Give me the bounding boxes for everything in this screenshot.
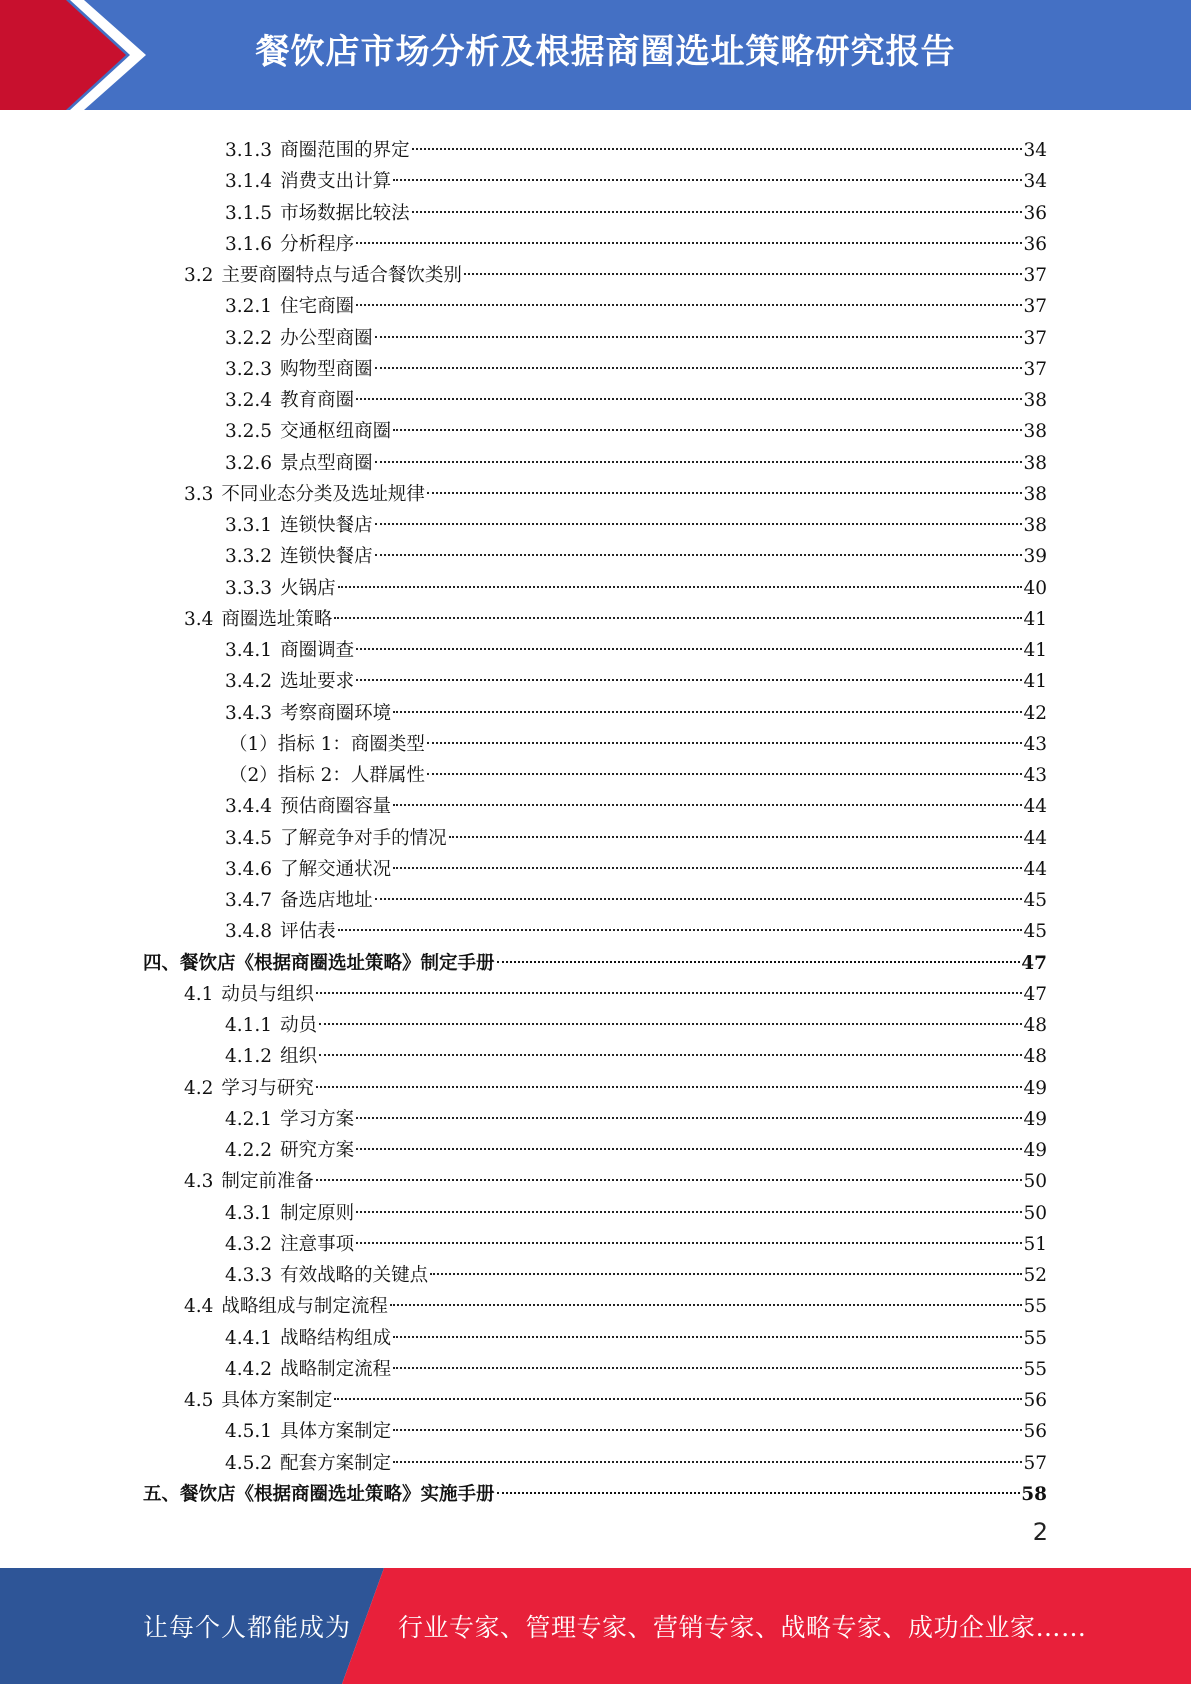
toc-dot-leader [393, 847, 1022, 875]
toc-dot-leader [356, 1191, 1022, 1219]
toc-entry-page: 49 [1023, 1108, 1047, 1130]
toc-dot-leader [356, 659, 1022, 687]
toc-entry-number: 3.2.5 [225, 421, 273, 443]
toc-entry[interactable] [184, 597, 1047, 630]
toc-entry-page: 45 [1023, 890, 1047, 911]
toc-dot-leader [356, 222, 1022, 250]
toc-dot-leader [356, 1222, 1022, 1250]
toc-dot-leader [319, 1003, 1022, 1031]
toc-entry[interactable] [225, 347, 1047, 380]
toc-entry-number: 3.1.4 [225, 171, 273, 193]
toc-dot-leader [393, 159, 1022, 187]
toc-entry[interactable] [225, 909, 1047, 943]
toc-entry[interactable] [225, 784, 1047, 818]
toc-dot-leader [393, 1441, 1022, 1469]
toc-entry-page: 41 [1023, 671, 1047, 693]
toc-entry-number: 3.4.2 [225, 671, 273, 693]
page-number: 2 [1032, 1518, 1048, 1546]
toc-dot-leader [427, 722, 1023, 750]
toc-entry[interactable] [225, 1253, 1047, 1286]
toc-entry-title: 商圈范围的界定 [280, 140, 410, 161]
toc-entry-title: 制定前准备 [221, 1171, 314, 1193]
toc-dot-leader [356, 628, 1022, 656]
toc-entry[interactable] [225, 222, 1047, 255]
toc-entry-title: 学习方案 [280, 1108, 355, 1130]
toc-entry-page: 44 [1023, 827, 1047, 849]
toc-entry-page: 36 [1023, 202, 1047, 224]
toc-entry[interactable] [225, 441, 1047, 474]
toc-entry-title: 办公型商圈 [280, 327, 373, 349]
toc-entry-number: 3.1.5 [225, 202, 273, 224]
toc-entry-title: 具体方案制定 [280, 1421, 392, 1443]
toc-dot-leader [393, 1347, 1022, 1375]
header-banner [0, 0, 1191, 110]
toc-entry-page: 58 [1021, 1483, 1047, 1505]
toc-entry-page: 38 [1023, 390, 1047, 411]
toc-entry[interactable] [225, 1347, 1047, 1380]
toc-entry-page: 56 [1023, 1390, 1047, 1411]
toc-dot-leader [319, 1034, 1022, 1062]
report-title: 餐饮店市场分析及根据商圈选址策略研究报告 [255, 32, 956, 72]
toc-entry-title: 组织 [280, 1046, 318, 1068]
toc-dot-leader [356, 284, 1022, 312]
toc-entry-page: 36 [1023, 233, 1047, 255]
toc-entry-page: 47 [1021, 952, 1047, 974]
toc-dot-leader [375, 441, 1023, 469]
toc-dot-leader [412, 128, 1023, 156]
toc-entry[interactable] [184, 472, 1047, 505]
toc-entry-title: 具体方案制定 [221, 1390, 333, 1411]
toc-dot-leader [316, 1159, 1023, 1187]
toc-entry[interactable] [225, 1034, 1047, 1068]
toc-entry[interactable] [225, 503, 1047, 536]
toc-dot-leader [393, 1409, 1022, 1437]
footer-banner [0, 1568, 1191, 1684]
toc-entry-number: 4.1.2 [225, 1046, 273, 1068]
toc-entry-page: 56 [1023, 1421, 1047, 1443]
toc-entry[interactable] [225, 1128, 1047, 1161]
toc-entry-title: 景点型商圈 [280, 452, 373, 474]
toc-entry[interactable] [229, 753, 1047, 786]
toc-entry-title: （2）指标 2：人群属性 [229, 765, 425, 786]
toc-dot-leader [427, 472, 1023, 500]
toc-entry[interactable] [225, 191, 1047, 224]
toc-entry-number: 4.2 [184, 1077, 214, 1099]
footer-slogan-left: 让每个人都能成为 [143, 1613, 352, 1642]
toc-entry-page: 34 [1023, 140, 1047, 161]
toc-dot-leader [316, 972, 1023, 1000]
toc-entry-page: 37 [1023, 296, 1047, 318]
toc-entry-page: 41 [1023, 608, 1047, 630]
toc-dot-leader [449, 816, 1023, 844]
toc-dot-leader [427, 753, 1023, 781]
toc-entry-title: 连锁快餐店 [280, 515, 373, 536]
toc-entry-title: 住宅商圈 [280, 296, 355, 318]
toc-dot-leader [375, 503, 1023, 531]
toc-entry[interactable] [225, 659, 1047, 693]
toc-entry-page: 55 [1023, 1358, 1047, 1380]
toc-entry-title: 五、餐饮店《根据商圈选址策略》实施手册 [143, 1483, 495, 1505]
toc-entry-number: 3.4.5 [225, 827, 273, 849]
toc-entry[interactable] [184, 1284, 1047, 1318]
toc-dot-leader [393, 784, 1022, 812]
toc-entry-page: 49 [1023, 1077, 1047, 1099]
toc-entry-number: 4.5.1 [225, 1421, 273, 1443]
toc-entry-number: 4.2.1 [225, 1108, 273, 1130]
toc-entry-page: 41 [1023, 640, 1047, 661]
toc-entry-title: 有效战略的关键点 [280, 1265, 429, 1286]
toc-entry-page: 34 [1023, 171, 1047, 193]
toc-entry-page: 43 [1023, 765, 1047, 786]
toc-entry-page: 57 [1023, 1452, 1047, 1474]
toc-entry-number: 3.3.2 [225, 546, 273, 568]
toc-entry[interactable] [225, 691, 1047, 724]
toc-entry[interactable] [225, 628, 1047, 661]
toc-entry-page: 37 [1023, 358, 1047, 380]
toc-entry[interactable] [225, 1097, 1047, 1130]
toc-entry-page: 48 [1023, 1015, 1047, 1036]
toc-entry-number: 3.2.6 [225, 452, 273, 474]
toc-entry-number: 4.1 [184, 983, 214, 1005]
toc-dot-leader [375, 878, 1023, 906]
toc-dot-leader [464, 253, 1023, 281]
toc-dot-leader [356, 1128, 1022, 1156]
toc-entry[interactable] [225, 1003, 1047, 1036]
toc-entry[interactable] [225, 159, 1047, 193]
toc-entry-number: 3.2.2 [225, 327, 273, 349]
toc-dot-leader [334, 597, 1022, 625]
toc-entry-page: 37 [1023, 327, 1047, 349]
toc-entry-title: 购物型商圈 [280, 358, 373, 380]
toc-entry-page: 39 [1023, 546, 1047, 568]
toc-entry[interactable] [225, 316, 1047, 349]
toc-entry-page: 37 [1023, 265, 1047, 286]
toc-entry[interactable] [225, 534, 1047, 568]
toc-entry-number: 3.2.4 [225, 390, 273, 411]
toc-entry-number: 4.2.2 [225, 1140, 273, 1161]
toc-dot-leader [390, 1284, 1023, 1312]
toc-entry-page: 38 [1023, 483, 1047, 505]
toc-entry-title: 配套方案制定 [280, 1452, 392, 1474]
toc-entry-title: 动员与组织 [221, 983, 314, 1005]
toc-entry-number: 3.4 [184, 608, 214, 630]
toc-entry-title: 备选店地址 [280, 890, 373, 911]
toc-entry-title: 战略制定流程 [280, 1358, 392, 1380]
toc-entry-number: 3.1.3 [225, 140, 273, 161]
toc-entry-title: 不同业态分类及选址规律 [221, 483, 425, 505]
toc-entry-number: 4.3 [184, 1171, 214, 1193]
toc-dot-leader [393, 691, 1022, 719]
toc-entry-number: 4.3.3 [225, 1265, 273, 1286]
toc-dot-leader [375, 347, 1023, 375]
toc-entry-title: 分析程序 [280, 233, 355, 255]
toc-entry-number: 3.3.1 [225, 515, 273, 536]
toc-entry[interactable] [184, 1378, 1047, 1411]
toc-entry[interactable] [184, 1159, 1047, 1193]
toc-entry-page: 43 [1023, 733, 1047, 755]
toc-entry-number: 4.5 [184, 1390, 214, 1411]
toc-entry[interactable] [225, 816, 1047, 849]
toc-entry[interactable] [184, 972, 1047, 1005]
toc-entry[interactable] [225, 566, 1047, 599]
toc-entry-title: 了解交通状况 [280, 858, 392, 880]
toc-entry-title: 商圈调查 [280, 640, 355, 661]
toc-entry-title: 制定原则 [280, 1202, 355, 1224]
toc-dot-leader [393, 1316, 1022, 1344]
toc-dot-leader [497, 941, 1021, 969]
toc-entry[interactable] [184, 1066, 1047, 1099]
toc-entry-page: 55 [1023, 1296, 1047, 1318]
toc-entry-page: 42 [1023, 702, 1047, 724]
toc-entry[interactable] [184, 253, 1047, 286]
toc-entry-page: 40 [1023, 577, 1047, 599]
toc-entry-number: 4.1.1 [225, 1015, 273, 1036]
toc-entry-page: 45 [1023, 921, 1047, 943]
toc-entry-number: 4.4 [184, 1296, 214, 1318]
toc-entry[interactable] [225, 1191, 1047, 1224]
toc-entry[interactable] [225, 847, 1047, 880]
toc-entry-page: 47 [1023, 983, 1047, 1005]
toc-entry-title: 学习与研究 [221, 1077, 314, 1099]
toc-entry[interactable] [229, 722, 1047, 755]
toc-dot-leader [393, 409, 1022, 437]
toc-dot-leader [375, 534, 1023, 562]
toc-dot-leader [338, 566, 1023, 594]
toc-entry-title: 战略结构组成 [280, 1327, 392, 1349]
toc-entry-page: 44 [1023, 858, 1047, 880]
toc-entry-page: 38 [1023, 421, 1047, 443]
toc-entry-title: 商圈选址策略 [221, 608, 333, 630]
toc-entry[interactable] [143, 941, 1047, 974]
toc-entry-title: 研究方案 [280, 1140, 355, 1161]
toc-entry[interactable] [225, 1316, 1047, 1349]
toc-entry-number: 3.3.3 [225, 577, 273, 599]
toc-dot-leader [375, 316, 1023, 344]
toc-entry-number: 4.3.1 [225, 1202, 273, 1224]
toc-entry-page: 38 [1023, 452, 1047, 474]
toc-entry-title: 主要商圈特点与适合餐饮类别 [221, 265, 462, 286]
toc-dot-leader [356, 378, 1022, 406]
toc-entry-title: 连锁快餐店 [280, 546, 373, 568]
toc-entry-number: 3.1.6 [225, 233, 273, 255]
toc-entry-title: 战略组成与制定流程 [221, 1296, 388, 1318]
toc-entry-number: 3.4.8 [225, 921, 273, 943]
toc-entry-number: 3.4.4 [225, 796, 273, 818]
toc-dot-leader [497, 1472, 1021, 1500]
footer-slogan-right: 行业专家、管理专家、营销专家、战略专家、成功企业家…… [398, 1613, 1087, 1642]
toc-entry[interactable] [225, 128, 1047, 161]
toc-dot-leader [430, 1253, 1022, 1281]
toc-entry-page: 49 [1023, 1140, 1047, 1161]
toc-entry[interactable] [225, 378, 1047, 411]
toc-entry-title: 评估表 [280, 921, 336, 943]
toc-entry-number: 4.5.2 [225, 1452, 273, 1474]
toc-entry-title: 消费支出计算 [280, 171, 392, 193]
toc-entry-title: （1）指标 1：商圈类型 [229, 733, 425, 755]
toc-entry-number: 3.4.1 [225, 640, 273, 661]
toc-entry-title: 动员 [280, 1015, 318, 1036]
toc-dot-leader [412, 191, 1023, 219]
toc-entry-number: 4.3.2 [225, 1233, 273, 1255]
toc-dot-leader [338, 909, 1023, 937]
toc-entry-title: 火锅店 [280, 577, 336, 599]
toc-entry-title: 考察商圈环境 [280, 702, 392, 724]
toc-entry[interactable] [225, 1409, 1047, 1443]
toc-entry-title: 了解竞争对手的情况 [280, 827, 447, 849]
toc-entry-page: 48 [1023, 1046, 1047, 1068]
toc-entry[interactable] [143, 1472, 1047, 1505]
toc-entry-number: 3.4.7 [225, 890, 273, 911]
toc-entry-title: 市场数据比较法 [280, 202, 410, 224]
toc-entry-title: 注意事项 [280, 1233, 355, 1255]
toc-entry[interactable] [225, 409, 1047, 443]
toc-entry-page: 44 [1023, 796, 1047, 818]
toc-entry-page: 50 [1023, 1202, 1047, 1224]
toc-dot-leader [356, 1097, 1022, 1125]
toc-entry-title: 四、餐饮店《根据商圈选址策略》制定手册 [143, 952, 495, 974]
toc-entry-title: 选址要求 [280, 671, 355, 693]
toc-entry-number: 4.4.1 [225, 1327, 273, 1349]
toc-entry[interactable] [225, 1222, 1047, 1255]
toc-entry-number: 3.4.3 [225, 702, 273, 724]
toc-entry-page: 55 [1023, 1327, 1047, 1349]
toc-entry-page: 51 [1023, 1233, 1047, 1255]
toc-entry[interactable] [225, 1441, 1047, 1474]
toc-dot-leader [316, 1066, 1023, 1094]
toc-entry-title: 交通枢纽商圈 [280, 421, 392, 443]
toc-entry-title: 预估商圈容量 [280, 796, 392, 818]
toc-entry[interactable] [225, 284, 1047, 318]
toc-entry-number: 4.4.2 [225, 1358, 273, 1380]
toc-entry-number: 3.4.6 [225, 858, 273, 880]
toc-entry-page: 50 [1023, 1171, 1047, 1193]
toc-entry-title: 教育商圈 [280, 390, 355, 411]
toc-entry-number: 3.2.1 [225, 296, 273, 318]
toc-entry-number: 3.2 [184, 265, 214, 286]
toc-entry-number: 3.2.3 [225, 358, 273, 380]
toc-entry-page: 52 [1023, 1265, 1047, 1286]
toc-entry-number: 3.3 [184, 483, 214, 505]
toc-entry[interactable] [225, 878, 1047, 911]
toc-entry-page: 38 [1023, 515, 1047, 536]
toc-dot-leader [334, 1378, 1022, 1406]
